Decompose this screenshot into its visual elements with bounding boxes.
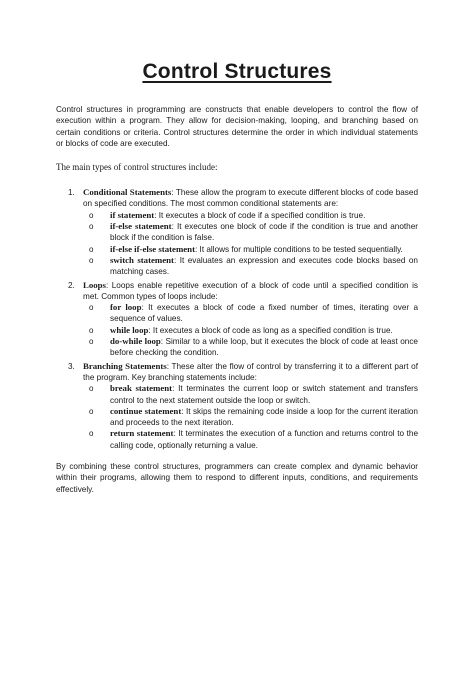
page-title: Control Structures	[142, 60, 332, 83]
bullet-icon: o	[89, 384, 94, 394]
item-term: break statement	[110, 383, 173, 394]
list-item-branching	[56, 361, 418, 451]
section-text: : These allow the program to execute different blocks of code based on specified conditions. The most common conditional statements are:	[83, 188, 418, 209]
document-page	[0, 60, 474, 692]
list-number: 2.	[68, 280, 75, 290]
section-heading: Branching Statements	[83, 360, 167, 371]
item-text: : It terminates the execution of a function and returns control to the calling code, optionally returning a value.	[110, 429, 419, 450]
item-text: : It executes a block of code a fixed number of times, iterating over a sequence of values.	[110, 303, 419, 324]
section-heading: Loops	[83, 279, 106, 290]
item-term: continue statement	[110, 405, 182, 416]
sub-list	[83, 383, 418, 451]
item-term: if statement	[110, 209, 155, 220]
section-text: : These alter the flow of control by transferring it to a different part of the program. Key branching statements include:	[83, 361, 419, 382]
bullet-icon: o	[89, 303, 94, 313]
section-heading: Conditional Statements	[83, 187, 172, 198]
control-structure-list	[56, 187, 418, 451]
item-term: while loop	[110, 324, 149, 335]
sub-item	[83, 383, 418, 406]
section-text: : Loops enable repetitive execution of a block of code until a specified condition is met. Common types of loops include:	[83, 280, 418, 301]
bullet-icon: o	[89, 325, 94, 335]
sub-item	[83, 428, 418, 451]
list-item-loops	[56, 280, 418, 359]
item-text: : It executes a block of code as long as a specified condition is true.	[148, 325, 393, 335]
sub-item	[83, 325, 418, 336]
sub-item	[83, 244, 418, 255]
sub-item	[83, 406, 418, 429]
item-text: : It evaluates an expression and executes code blocks based on matching cases.	[110, 255, 418, 277]
bullet-icon: o	[89, 222, 94, 232]
intro-paragraph: Control structures in programming are constructs that enable developers to control the flow of execution within a program. They allow for decision-making, looping, and branching based on certain conditions or criteria. Control structures determine the order in which individual statements or blocks of code are executed.	[56, 105, 418, 148]
list-number: 1.	[68, 188, 75, 198]
item-text: : It executes a block of code if a specified condition is true.	[154, 210, 366, 220]
item-text: : It executes one block of code if the condition is true and another block if the condition is false.	[110, 222, 418, 243]
item-text: : It allows for multiple conditions to be tested sequentially.	[195, 244, 403, 254]
bullet-icon: o	[89, 255, 94, 265]
bullet-icon: o	[89, 429, 94, 439]
sub-item	[83, 336, 418, 359]
item-text: : Similar to a while loop, but it executes the block of code at least once before checking the condition.	[110, 337, 418, 358]
item-term: for loop	[110, 302, 142, 313]
item-term: do-while loop	[110, 336, 161, 347]
bullet-icon: o	[89, 406, 94, 416]
item-text: : It skips the remaining code inside a loop for the current iteration and proceeds to the next iteration.	[110, 406, 418, 428]
list-item-conditional	[56, 187, 418, 277]
sub-item	[83, 255, 418, 278]
list-number: 3.	[68, 361, 75, 371]
bullet-icon: o	[89, 337, 94, 347]
bullet-icon: o	[89, 244, 94, 254]
sub-list	[83, 210, 418, 278]
sub-list	[83, 302, 418, 358]
types-intro: The main types of control structures include:	[56, 162, 218, 173]
item-term: switch statement	[110, 254, 174, 265]
item-text: : It terminates the current loop or switch statement and transfers control to the next statement outside the loop or switch.	[110, 384, 418, 405]
closing-paragraph: By combining these control structures, programmers can create complex and dynamic behavior within their programs, allowing them to respond to different inputs, conditions, and requirements effectively.	[56, 462, 418, 494]
item-term: if-else statement	[110, 221, 172, 232]
item-term: if-else if-else statement	[110, 243, 195, 254]
sub-item	[83, 210, 418, 221]
sub-item	[83, 221, 418, 244]
sub-item	[83, 302, 418, 325]
item-term: return statement	[110, 428, 174, 439]
bullet-icon: o	[89, 210, 94, 220]
